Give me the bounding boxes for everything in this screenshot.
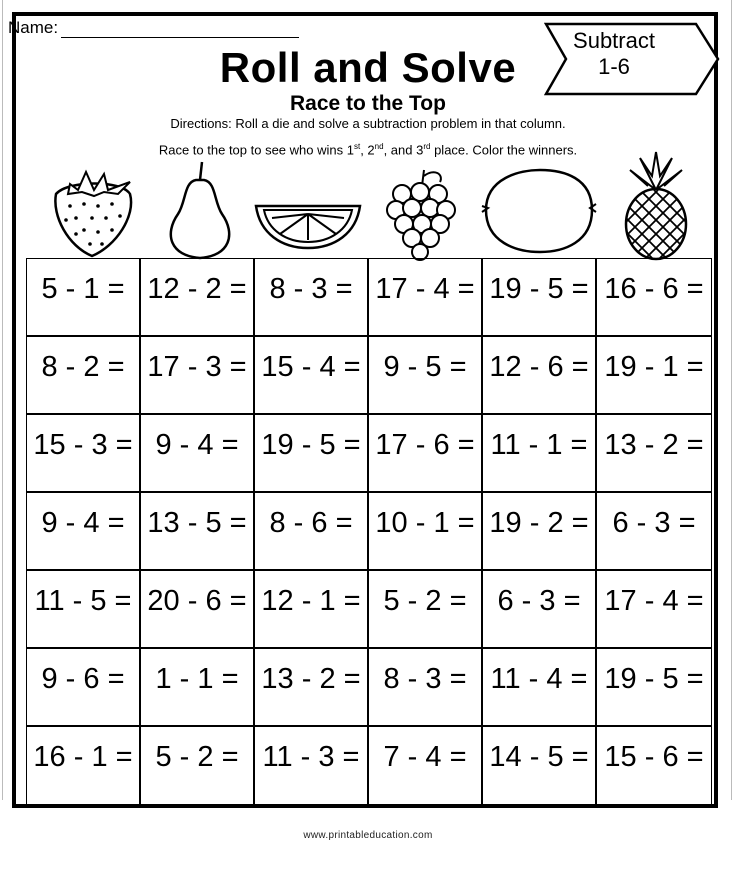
problem-cell[interactable]: 8 - 3 = <box>369 649 483 727</box>
problem-cell[interactable]: 12 - 2 = <box>141 259 255 337</box>
problem-cell[interactable]: 8 - 3 = <box>255 259 369 337</box>
problem-cell[interactable]: 5 - 2 = <box>141 727 255 805</box>
footer-url: www.printableducation.com <box>303 830 433 841</box>
race-sup-2: nd <box>374 142 384 151</box>
page-title: Roll and Solve <box>219 44 517 91</box>
race-part-3: , and 3 <box>383 142 424 158</box>
problem-cell[interactable]: 11 - 5 = <box>27 571 141 649</box>
lemon-icon <box>480 166 600 258</box>
problem-cell[interactable]: 15 - 3 = <box>27 415 141 493</box>
problem-cell[interactable]: 11 - 3 = <box>255 727 369 805</box>
problem-cell[interactable]: 12 - 6 = <box>483 337 597 415</box>
problem-cell[interactable]: 17 - 3 = <box>141 337 255 415</box>
name-line[interactable] <box>61 21 299 38</box>
problem-cell[interactable]: 11 - 1 = <box>483 415 597 493</box>
problem-cell[interactable]: 19 - 5 = <box>255 415 369 493</box>
problem-cell[interactable]: 6 - 3 = <box>597 493 711 571</box>
problem-cell[interactable]: 5 - 1 = <box>27 259 141 337</box>
race-part-1: Race to the top to see who wins 1 <box>158 142 354 158</box>
problem-cell[interactable]: 1 - 1 = <box>141 649 255 727</box>
problem-cell[interactable]: 17 - 4 = <box>369 259 483 337</box>
problem-cell[interactable]: 16 - 1 = <box>27 727 141 805</box>
problem-cell[interactable]: 19 - 2 = <box>483 493 597 571</box>
badge-text <box>558 28 670 80</box>
problem-cell[interactable]: 8 - 6 = <box>255 493 369 571</box>
race-sup-3: rd <box>423 142 431 151</box>
problem-cell[interactable]: 9 - 6 = <box>27 649 141 727</box>
problem-cell[interactable]: 9 - 4 = <box>141 415 255 493</box>
problem-cell[interactable]: 17 - 6 = <box>369 415 483 493</box>
problem-cell[interactable]: 5 - 2 = <box>369 571 483 649</box>
problem-cell[interactable]: 13 - 2 = <box>255 649 369 727</box>
problem-cell[interactable]: 9 - 5 = <box>369 337 483 415</box>
problem-cell[interactable]: 12 - 1 = <box>255 571 369 649</box>
problem-cell[interactable]: 13 - 5 = <box>141 493 255 571</box>
pear-icon <box>160 158 240 262</box>
problem-cell[interactable]: 15 - 4 = <box>255 337 369 415</box>
strawberry-icon <box>46 160 142 260</box>
problem-cell[interactable]: 6 - 3 = <box>483 571 597 649</box>
problem-cell[interactable]: 17 - 4 = <box>597 571 711 649</box>
problem-cell[interactable]: 19 - 5 = <box>597 649 711 727</box>
problem-cell[interactable]: 7 - 4 = <box>369 727 483 805</box>
race-sup-1: st <box>353 142 361 151</box>
problem-cell[interactable]: 16 - 6 = <box>597 259 711 337</box>
problem-cell[interactable]: 20 - 6 = <box>141 571 255 649</box>
problem-cell[interactable]: 14 - 5 = <box>483 727 597 805</box>
problem-cell[interactable]: 19 - 5 = <box>483 259 597 337</box>
problem-cell[interactable]: 9 - 4 = <box>27 493 141 571</box>
name-row <box>8 18 299 38</box>
badge-line-1: Subtract <box>573 28 655 53</box>
pineapple-icon <box>618 150 694 262</box>
orange-slice-icon <box>252 196 364 252</box>
problem-cell[interactable]: 13 - 2 = <box>597 415 711 493</box>
problem-cell[interactable]: 15 - 6 = <box>604 741 704 773</box>
badge-line-2: 1-6 <box>598 54 630 79</box>
problem-cell[interactable]: 10 - 1 = <box>369 493 483 571</box>
problem-cell[interactable]: 11 - 4 = <box>483 649 597 727</box>
page-subtitle: Race to the Top <box>290 92 446 115</box>
grapes-icon <box>384 166 464 262</box>
problem-cell[interactable]: 8 - 2 = <box>27 337 141 415</box>
directions-text: Directions: Roll a die and solve a subtraction problem in that column. <box>170 116 566 131</box>
problem-cell[interactable]: 19 - 1 = <box>597 337 711 415</box>
race-part-4: place. Color the winners. <box>430 142 578 158</box>
name-label: Name: <box>8 18 59 37</box>
problem-grid <box>26 258 712 806</box>
race-part-2: , 2 <box>360 142 375 158</box>
